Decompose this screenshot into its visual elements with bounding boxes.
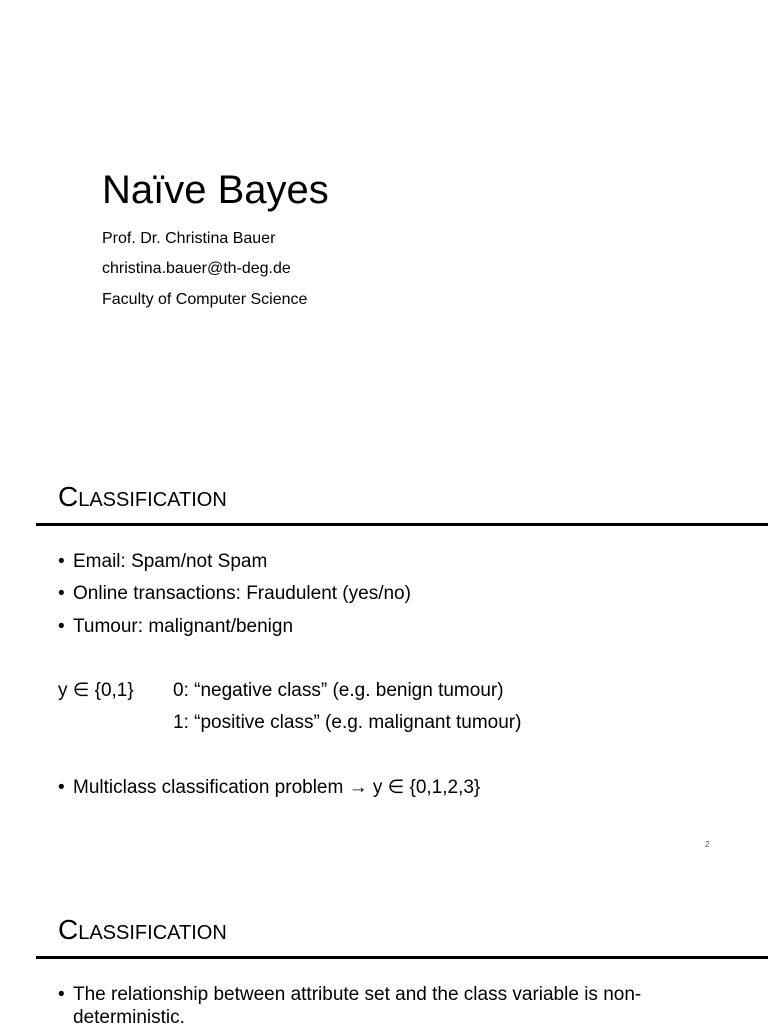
- y-definition: y ∈ {0,1}: [58, 680, 134, 701]
- author-name: Prof. Dr. Christina Bauer: [102, 230, 276, 247]
- slide-heading: Classification: [58, 481, 227, 512]
- bullet-text-continuation: deterministic.: [73, 1007, 185, 1024]
- document-title: Naïve Bayes: [102, 168, 329, 212]
- bullet-icon: •: [58, 583, 65, 604]
- bullet-item: [58, 983, 641, 1007]
- page-number: 2: [705, 840, 710, 849]
- bullet-icon: •: [58, 616, 65, 637]
- bullet-item: [58, 550, 267, 574]
- heading-divider: [36, 956, 768, 959]
- bullet-text: The relationship between attribute set and the class variable is non-: [73, 984, 642, 1005]
- bullet-text: Tumour: malignant/benign: [73, 616, 294, 637]
- bullet-text: Email: Spam/not Spam: [73, 551, 268, 572]
- multiclass-text: Multiclass classification problem → y ∈ {0,1,2,3}: [73, 777, 481, 798]
- author-email: christina.bauer@th-deg.de: [102, 260, 291, 277]
- bullet-icon: •: [58, 984, 65, 1005]
- positive-class-text: 1: “positive class” (e.g. malignant tumour): [173, 712, 522, 733]
- bullet-item: [58, 582, 411, 606]
- bullet-text: Online transactions: Fraudulent (yes/no): [73, 583, 411, 604]
- faculty-name: Faculty of Computer Science: [102, 291, 308, 308]
- heading-divider: [36, 523, 768, 526]
- negative-class-text: 0: “negative class” (e.g. benign tumour): [173, 680, 504, 701]
- bullet-icon: •: [58, 551, 65, 572]
- bullet-item: [58, 776, 480, 800]
- bullet-item: [58, 615, 293, 639]
- bullet-icon: •: [58, 777, 65, 798]
- slide-heading: Classification: [58, 914, 227, 945]
